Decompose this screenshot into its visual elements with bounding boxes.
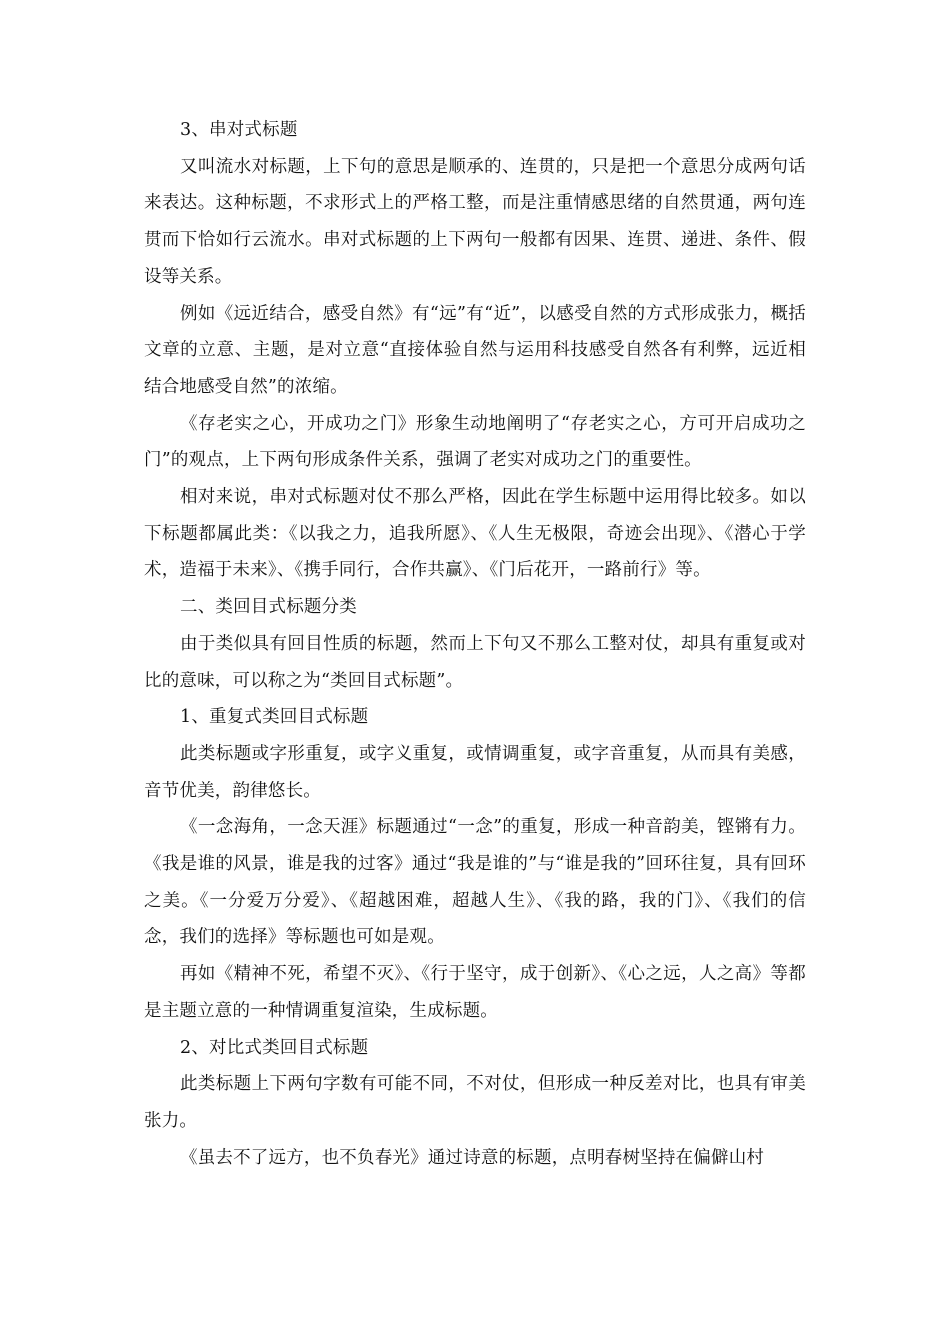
paragraph: 又叫流水对标题，上下句的意思是顺承的、连贯的，只是把一个意思分成两句话来表达。这种标题，不求形式上的严格工整，而是注重情感思绪的自然贯通，两句连贯而下恰如行云流水。串对式标题的上下两句一般都有因果、连贯、递进、条件、假设等关系。 [144,156,806,287]
paragraph: 再如《精神不死，希望不灭》、《行于坚守，成于创新》、《心之远，人之高》等都是主题立意的一种情调重复渲染，生成标题。 [144,964,806,1021]
paragraph: 《存老实之心，开成功之门》形象生动地阐明了“存老实之心，方可开启成功之门”的观点，上下两句形成条件关系，强调了老实对成功之门的重要性。 [144,413,806,471]
paragraph: 相对来说，串对式标题对仗不那么严格，因此在学生标题中运用得比较多。如以下标题都属此类：《以我之力，追我所愿》、《人生无极限，奇迹会出现》、《潜心于学术，造福于未来》、《携手同行，合作共赢》、《门后花开，一路前行》等。 [144,487,806,581]
paragraph: 例如《远近结合，感受自然》有“远”有“近”，以感受自然的方式形成张力，概括文章的立意、主题，是对立意“直接体验自然与运用科技感受自然各有利弊，远近相结合地感受自然”的浓缩。 [144,303,806,397]
section-heading-contrast-title: 2、对比式类回目式标题 [180,1037,369,1058]
paragraph: 此类标题或字形重复，或字义重复，或情调重复，或字音重复，从而具有美感，音节优美，韵律悠长。 [144,743,806,801]
paragraph: 此类标题上下两句字数有可能不同，不对仗，但形成一种反差对比，也具有审美张力。 [144,1074,806,1131]
paragraph: 由于类似具有回目性质的标题，然而上下句又不那么工整对仗，却具有重复或对比的意味，可以称之为“类回目式标题”。 [144,633,806,691]
paragraph: 《虽去不了远方，也不负春光》通过诗意的标题，点明春树坚持在偏僻山村 [180,1147,765,1168]
section-heading-quasi-chapter-title-types: 二、类回目式标题分类 [180,597,357,618]
paragraph: 《一念海角，一念天涯》标题通过“一念”的重复，形成一种音韵美，铿锵有力。《我是谁的风景，谁是我的过客》通过“我是谁的”与“谁是我的”回环往复，具有回环之美。《一分爱万分爱》、《超越困难，超越人生》、《我的路，我的门》、《我们的信念，我们的选择》等标题也可如是观。 [144,817,806,948]
section-heading-serial-couplet-title: 3、串对式标题 [180,120,298,140]
document-body [144,112,806,1176]
section-heading-repetition-title: 1、重复式类回目式标题 [180,707,369,728]
